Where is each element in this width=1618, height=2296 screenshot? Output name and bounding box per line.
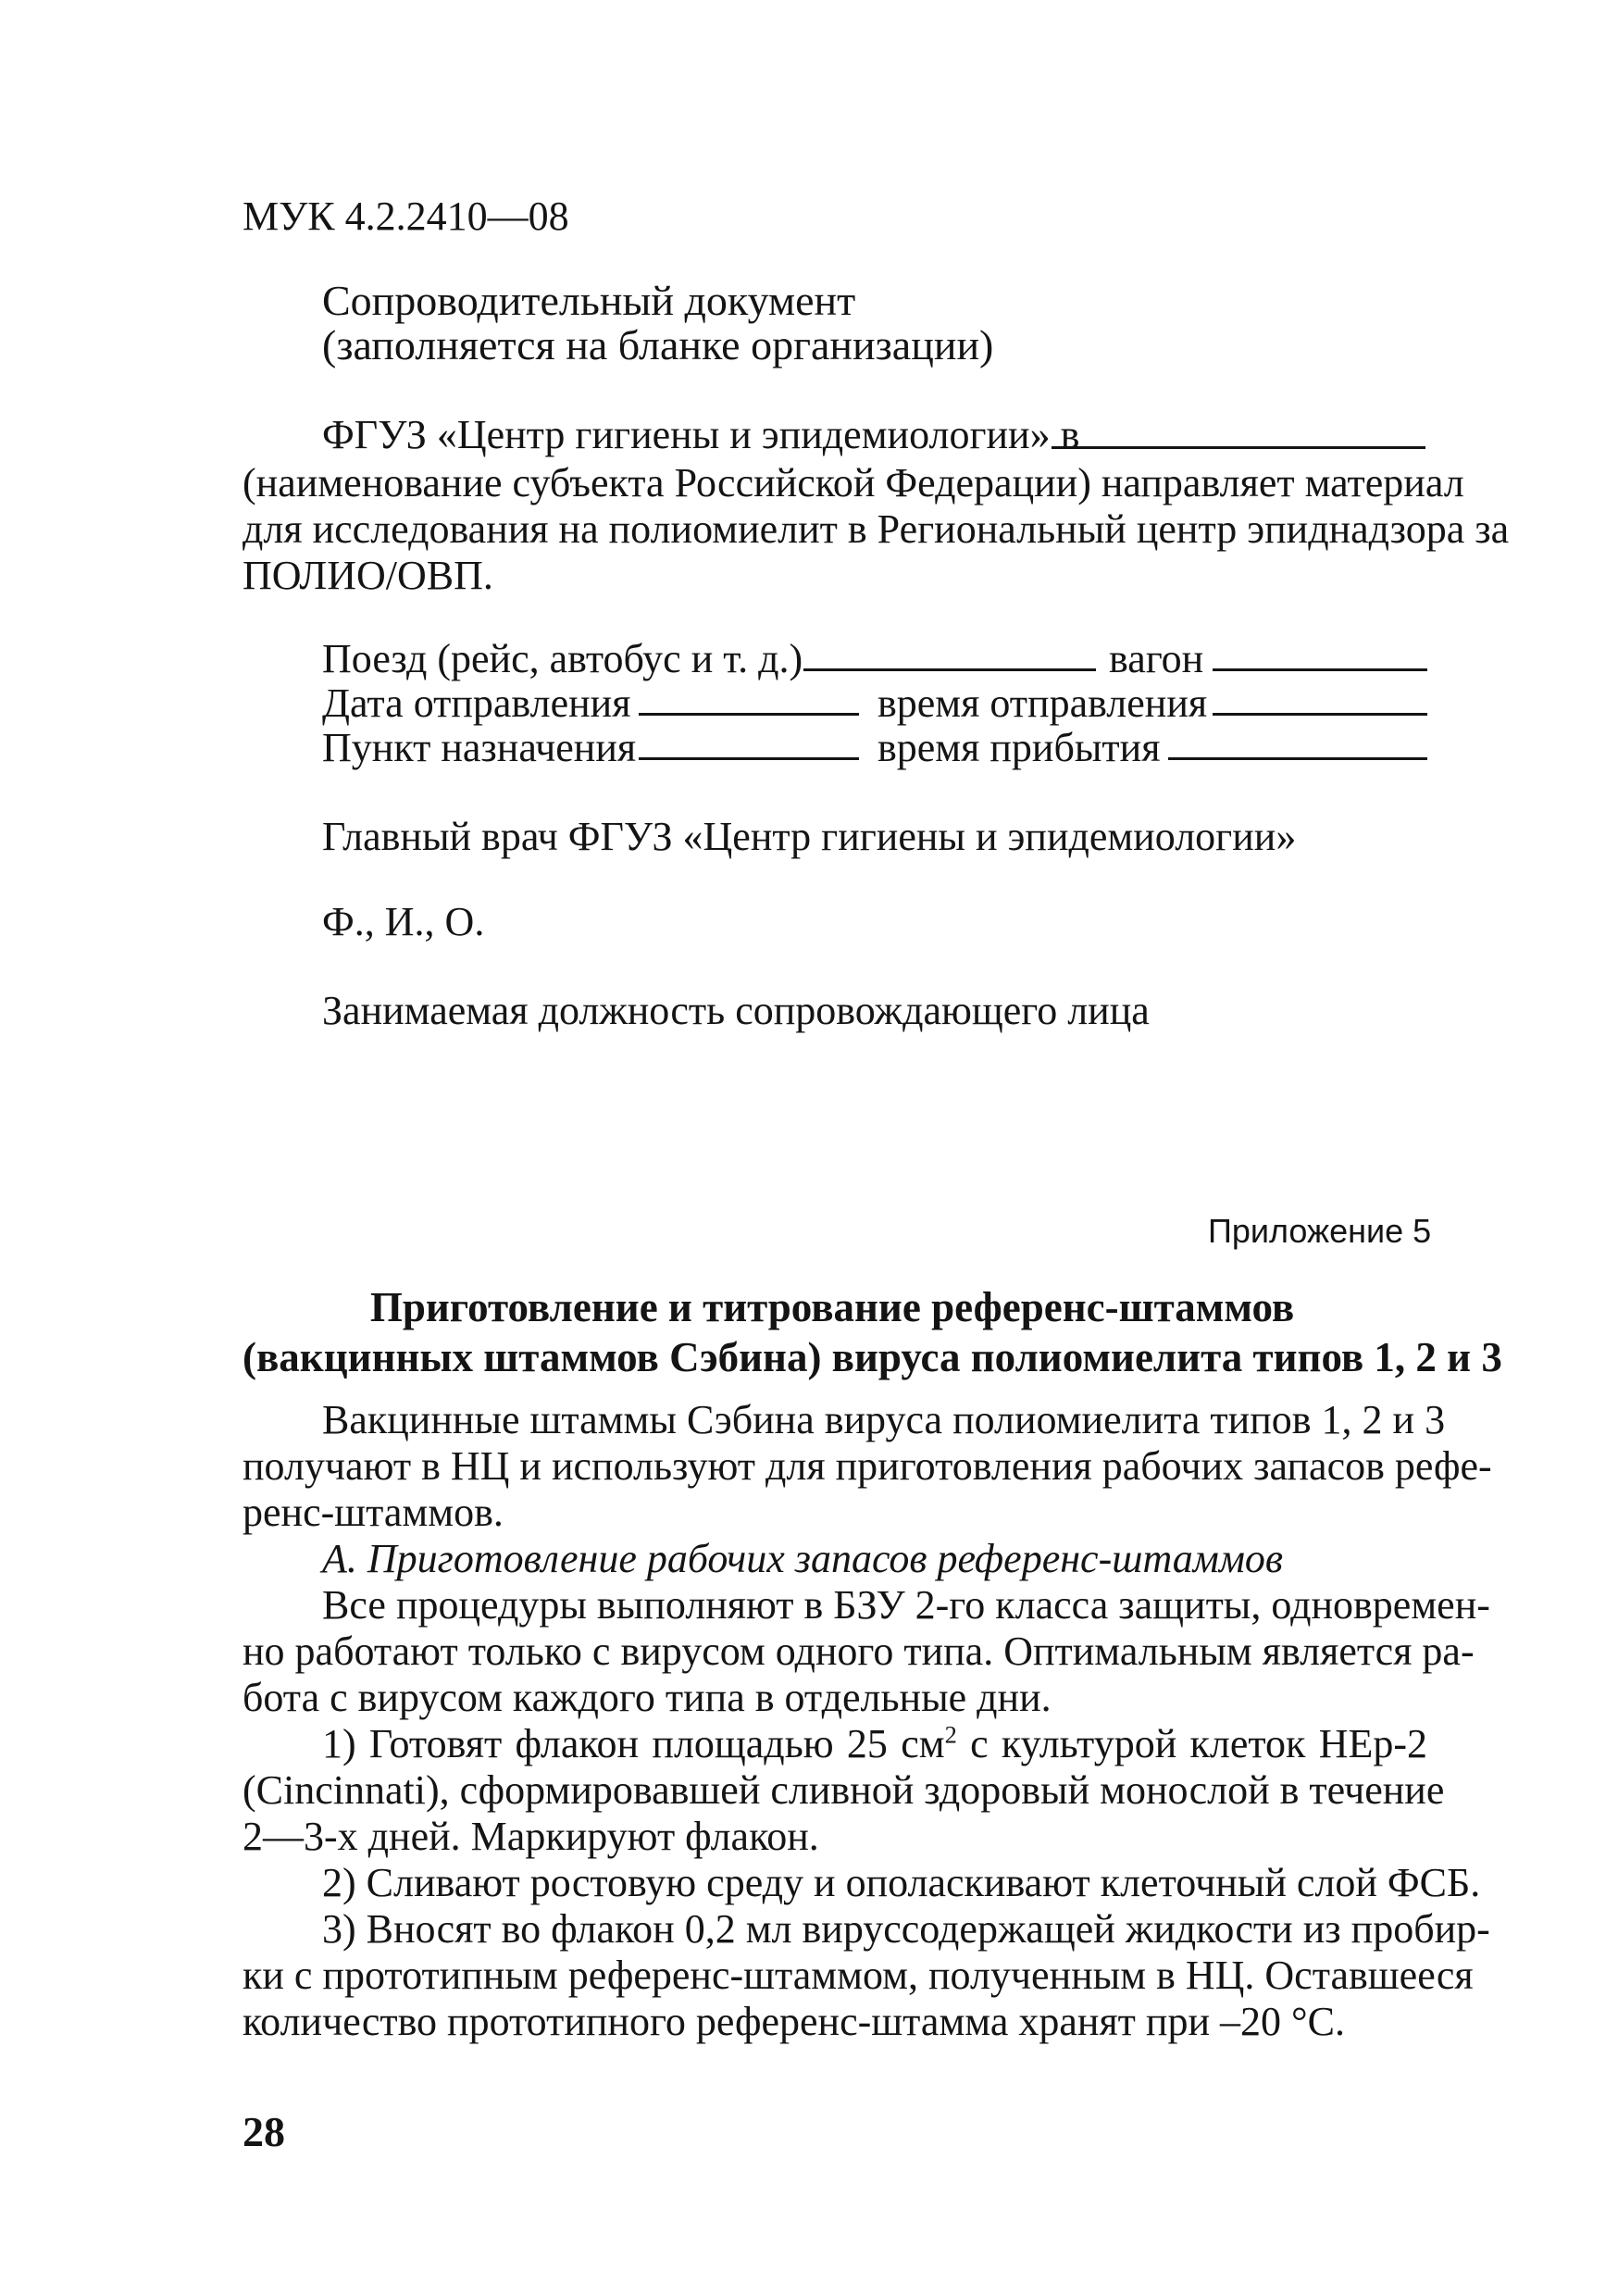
step1-line2: (Cincinnati), сформировавшей сливной здоровый монослой в течение bbox=[243, 1767, 1445, 1813]
chief-doctor-line: Главный врач ФГУЗ «Центр гигиены и эпидемиологии» bbox=[322, 814, 1297, 859]
appendix-label: Приложение 5 bbox=[1208, 1212, 1432, 1250]
step1-line3: 2—3-х дней. Маркируют флакон. bbox=[243, 1814, 819, 1859]
step3-line2: ки с прототипным референс-штаммом, полученным в НЦ. Оставшееся bbox=[243, 1953, 1474, 1998]
blank-arr-time bbox=[1168, 757, 1427, 760]
blank-dep-date bbox=[639, 713, 859, 716]
section-a-heading: А. Приготовление рабочих запасов референс-штаммов bbox=[322, 1536, 1284, 1581]
cover-doc-subtitle: (заполняется на бланке организации) bbox=[322, 321, 994, 368]
intro-line2: получают в НЦ и используют для приготовления рабочих запасов рефе- bbox=[243, 1443, 1492, 1489]
appendix-title-line2: (вакцинных штаммов Сэбина) вируса полиомиелита типов 1, 2 и 3 bbox=[243, 1334, 1502, 1380]
p1-line3: бота с вирусом каждого типа в отдельные дни. bbox=[243, 1675, 1052, 1720]
field-train-label: Поезд (рейс, автобус и т. д.) bbox=[322, 636, 803, 681]
blank-region bbox=[1052, 446, 1425, 449]
field-dest-label: Пункт назначения bbox=[322, 725, 637, 770]
step3-line1: 3) Вносят во флакон 0,2 мл вируссодержащей жидкости из пробир- bbox=[322, 1906, 1490, 1952]
document-code: МУК 4.2.2410—08 bbox=[243, 193, 569, 239]
cover-para-line1: ФГУЗ «Центр гигиены и эпидемиологии» в bbox=[322, 412, 1080, 457]
blank-train bbox=[803, 668, 1096, 671]
field-car-label: вагон bbox=[1109, 636, 1204, 681]
cover-doc-title: Сопроводительный документ bbox=[322, 277, 856, 324]
blank-car bbox=[1213, 668, 1427, 671]
cover-para-line4: ПОЛИО/ОВП. bbox=[243, 553, 493, 598]
step1-text-a: 1) Готовят флакон площадью 25 см bbox=[322, 1721, 945, 1766]
blank-dep-time bbox=[1213, 713, 1427, 716]
intro-line1: Вакцинные штаммы Сэбина вируса полиомиелита типов 1, 2 и 3 bbox=[322, 1397, 1446, 1442]
field-dep-date-label: Дата отправления bbox=[322, 680, 631, 726]
cover-para-line2: (наименование субъекта Российской Федерации) направляет материал bbox=[243, 460, 1464, 505]
blank-dest bbox=[639, 757, 859, 760]
p1-line1: Все процедуры выполняют в БЗУ 2-го класса защиты, одновремен- bbox=[322, 1582, 1490, 1628]
cover-para-line3: для исследования на полиомиелит в Региональный центр эпиднадзора за bbox=[243, 506, 1510, 552]
field-arr-time-label: время прибытия bbox=[877, 725, 1161, 770]
step1-superscript: 2 bbox=[944, 1720, 957, 1749]
step1-text-b: с культурой клеток НЕр-2 bbox=[970, 1721, 1428, 1766]
page-number: 28 bbox=[243, 2108, 285, 2155]
intro-line3: ренс-штаммов. bbox=[243, 1490, 504, 1535]
p1-line2: но работают только с вирусом одного типа. Оптимальным является ра- bbox=[243, 1628, 1475, 1674]
step1-line1 bbox=[322, 1720, 1428, 1766]
step2-line: 2) Сливают ростовую среду и ополаскивают клеточный слой ФСБ. bbox=[322, 1860, 1481, 1905]
position-line: Занимаемая должность сопровождающего лица bbox=[322, 988, 1150, 1033]
fio-line: Ф., И., О. bbox=[322, 899, 485, 944]
appendix-title-line1: Приготовление и титрование референс-штаммов bbox=[369, 1284, 1295, 1330]
step3-line3: количество прототипного референс-штамма хранят при –20 °С. bbox=[243, 1999, 1345, 2044]
field-dep-time-label: время отправления bbox=[877, 680, 1208, 726]
